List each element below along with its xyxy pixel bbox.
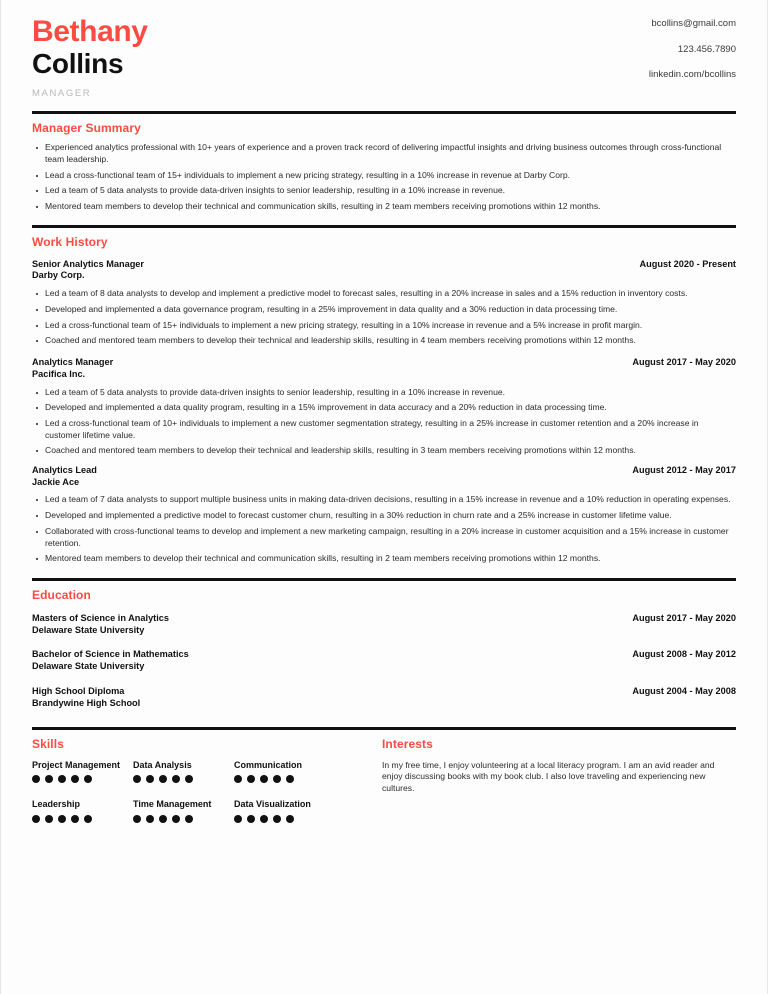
education-entry	[32, 649, 736, 673]
skill-item	[32, 799, 133, 823]
job-title: Senior Analytics Manager	[32, 258, 144, 269]
list-item: Mentored team members to develop their technical and communication skills, resulting in 2 team members receiving promotions within 12 months.	[32, 553, 736, 565]
degree-title: Masters of Science in Analytics	[32, 612, 170, 623]
job-title: Analytics Lead	[32, 464, 97, 475]
list-item: Lead a cross-functional team of 15+ individuals to implement a new pricing strategy, resulting in a 10% increase in revenue at Darby Corp.	[32, 170, 736, 182]
rating-dot	[273, 815, 281, 823]
summary-heading: Manager Summary	[32, 121, 141, 136]
job-company: Pacifica Inc.	[32, 368, 86, 379]
skill-item	[32, 760, 133, 784]
job-company: Jackie Ace	[32, 476, 80, 487]
rating-dot	[146, 815, 154, 823]
rating-dot	[32, 775, 40, 783]
rating-dot	[58, 815, 66, 823]
list-item: Coached and mentored team members to develop their technical and leadership skills, resulting in 3 team members receiving promotions within 12 months.	[32, 445, 736, 457]
skill-label: Leadership	[32, 799, 81, 810]
skill-item	[234, 760, 335, 784]
list-item: Collaborated with cross-functional teams to develop and implement a new marketing campaign, resulting in a 20% increase in customer acquisition and a 15% increase in customer retention.	[32, 526, 736, 549]
interests-heading: Interests	[382, 736, 433, 751]
job-dates: August 2020 - Present	[639, 258, 736, 269]
education-dates: August 2017 - May 2020	[632, 612, 736, 623]
contact-phone[interactable]: 123.456.7890	[677, 43, 736, 55]
contact-linkedin[interactable]: linkedin.com/bcollins	[648, 69, 736, 80]
list-item: Led a cross-functional team of 15+ individuals to implement a new pricing strategy, resulting in a 10% increase in revenue and a 5% increase in profit margin.	[32, 320, 736, 332]
skill-label: Data Analysis	[133, 759, 192, 770]
rating-dot	[133, 815, 141, 823]
rating-dot	[32, 815, 40, 823]
rating-dot	[185, 815, 193, 823]
rating-dot	[71, 775, 79, 783]
rating-dot	[247, 815, 255, 823]
work-entry	[32, 357, 736, 457]
rating-dot	[58, 775, 66, 783]
job-bullets	[32, 494, 736, 564]
rating-dot	[185, 775, 193, 783]
section-divider	[32, 111, 736, 114]
skill-label: Time Management	[133, 799, 212, 810]
rating-dot	[286, 815, 294, 823]
rating-dot	[234, 815, 242, 823]
rating-dot	[146, 775, 154, 783]
last-name: Collins	[32, 48, 124, 80]
section-divider	[32, 225, 736, 228]
list-item: Led a team of 5 data analysts to provide data-driven insights to senior leadership, resulting in a 10% increase in revenue.	[32, 387, 736, 399]
interests-text: In my free time, I enjoy volunteering at a local literacy program. I am an avid reader and enjoy discussing books with my book club. I also love traveling and experiencing new cultures.	[382, 759, 715, 794]
list-item: Led a cross-functional team of 10+ individuals to implement a new customer segmentation strategy, resulting in a 25% increase in customer retention and a 20% increase in customer lifetime value.	[32, 418, 736, 441]
skills-column	[133, 760, 234, 835]
list-item: Mentored team members to develop their technical and communication skills, resulting in 2 team members receiving promotions within 12 months.	[32, 201, 736, 213]
contact-block	[649, 16, 736, 80]
section-divider	[32, 578, 736, 581]
work-history-heading: Work History	[32, 234, 108, 249]
rating-dot	[234, 775, 242, 783]
job-company: Darby Corp.	[32, 270, 85, 281]
skills-panel	[32, 730, 382, 835]
skills-column	[234, 760, 335, 835]
list-item: Led a team of 5 data analysts to provide data-driven insights to senior leadership, resulting in a 10% increase in revenue.	[32, 185, 736, 197]
skill-item	[133, 760, 234, 784]
skill-rating-dots	[133, 815, 234, 823]
skill-rating-dots	[234, 775, 335, 783]
rating-dot	[273, 775, 281, 783]
name-block	[32, 16, 148, 98]
contact-email[interactable]: bcollins@gmail.com	[651, 18, 736, 29]
section-summary	[32, 111, 736, 212]
job-dates: August 2012 - May 2017	[632, 464, 736, 475]
education-entry	[32, 613, 736, 637]
work-entry	[32, 465, 736, 565]
job-bullets	[32, 288, 736, 347]
rating-dot	[159, 775, 167, 783]
rating-dot	[45, 815, 53, 823]
skill-item	[133, 799, 234, 823]
degree-title: High School Diploma	[32, 685, 125, 696]
skills-grid	[32, 760, 382, 835]
job-bullets	[32, 387, 736, 457]
job-dates: August 2017 - May 2020	[632, 356, 736, 367]
rating-dot	[172, 815, 180, 823]
list-item: Developed and implemented a predictive model to forecast customer churn, resulting in a 30% reduction in churn rate and a 25% increase in customer lifetime value.	[32, 510, 736, 522]
skill-label: Communication	[234, 759, 303, 770]
list-item: Developed and implemented a data quality program, resulting in a 15% improvement in data accuracy and a 20% reduction in data processing time.	[32, 402, 736, 414]
rating-dot	[247, 775, 255, 783]
school-name: Brandywine High School	[32, 697, 141, 708]
list-item: Experienced analytics professional with 10+ years of experience and a proven track record of delivering impactful insights and driving business outcomes through cross-functional team leadership.	[32, 142, 736, 165]
education-dates: August 2008 - May 2012	[632, 649, 736, 660]
education-heading: Education	[32, 587, 91, 602]
rating-dot	[45, 775, 53, 783]
rating-dot	[133, 775, 141, 783]
list-item: Developed and implemented a data governance program, resulting in a 25% improvement in data quality and a 30% reduction in data processing time.	[32, 304, 736, 316]
interests-panel	[382, 730, 736, 835]
rating-dot	[172, 775, 180, 783]
rating-dot	[159, 815, 167, 823]
school-name: Delaware State University	[32, 661, 145, 672]
rating-dot	[84, 815, 92, 823]
skill-rating-dots	[32, 815, 133, 823]
summary-bullets	[32, 142, 736, 212]
skills-column	[32, 760, 133, 835]
job-title: Analytics Manager	[32, 356, 114, 367]
skill-label: Data Visualization	[234, 799, 311, 810]
rating-dot	[286, 775, 294, 783]
rating-dot	[84, 775, 92, 783]
degree-title: Bachelor of Science in Mathematics	[32, 649, 189, 660]
list-item: Led a team of 8 data analysts to develop and implement a predictive model to forecast sales, resulting in a 20% increase in sales and a 15% reduction in inventory costs.	[32, 288, 736, 300]
section-education	[32, 578, 736, 710]
rating-dot	[260, 815, 268, 823]
first-name: Bethany	[32, 15, 148, 48]
list-item: Led a team of 7 data analysts to support multiple business units in making data-driven decisions, resulting in a 15% increase in revenue and a 10% reduction in operating expenses.	[32, 494, 736, 506]
skill-label: Project Management	[32, 759, 121, 770]
skill-rating-dots	[133, 775, 234, 783]
work-entry	[32, 259, 736, 347]
list-item: Coached and mentored team members to develop their technical and leadership skills, resulting in 4 team members receiving promotions within 12 months.	[32, 335, 736, 347]
skill-rating-dots	[234, 815, 335, 823]
job-role-subtitle: MANAGER	[32, 87, 92, 99]
education-entry	[32, 686, 736, 710]
skills-heading: Skills	[32, 736, 64, 751]
skill-item	[234, 799, 335, 823]
school-name: Delaware State University	[32, 624, 145, 635]
rating-dot	[71, 815, 79, 823]
section-skills-interests	[32, 727, 736, 835]
education-dates: August 2004 - May 2008	[632, 685, 736, 696]
rating-dot	[260, 775, 268, 783]
resume-header	[32, 12, 736, 98]
section-work-history	[32, 225, 736, 565]
skill-rating-dots	[32, 775, 133, 783]
